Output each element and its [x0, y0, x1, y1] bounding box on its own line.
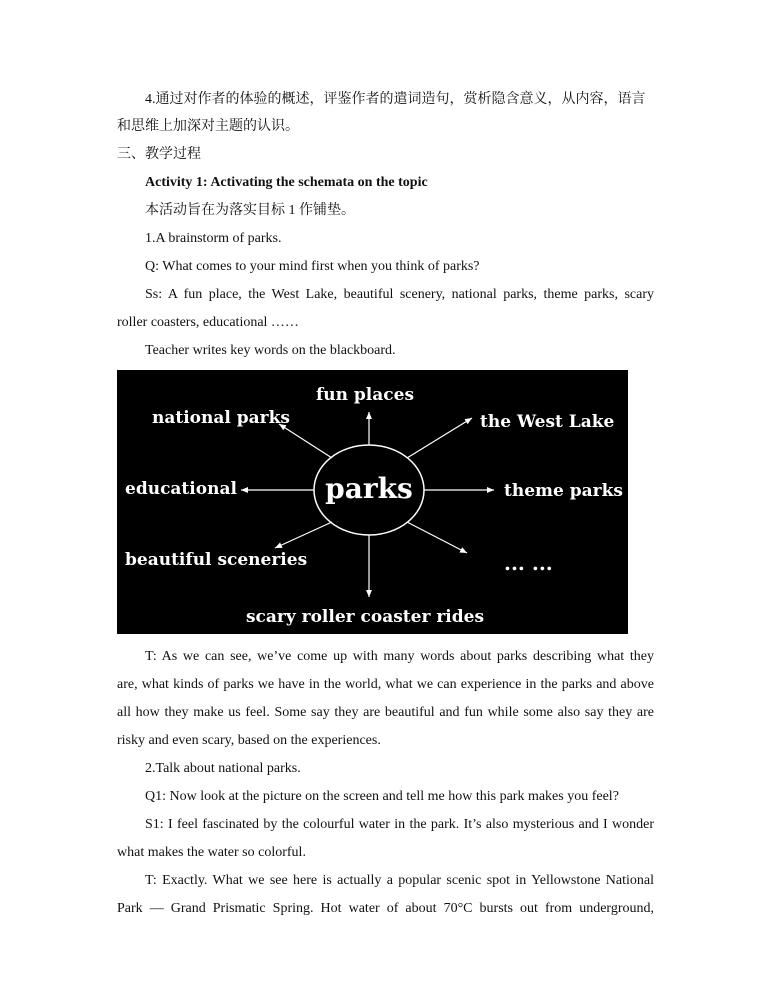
- teacher-comment-line-4: risky and even scary, based on the experiences.: [117, 733, 381, 748]
- section-heading: 三、教学过程: [117, 147, 201, 162]
- students-answer-line-1: Ss: A fun place, the West Lake, beautiful scenery, national parks, theme parks, scary: [145, 287, 654, 302]
- item-national-parks: 2.Talk about national parks.: [145, 761, 301, 776]
- arrow-west-lake: [407, 418, 472, 458]
- teacher-reply-line-1: T: Exactly. What we see here is actually a popular scenic spot in Yellowstone National: [145, 873, 654, 888]
- center-label: parks: [325, 472, 413, 505]
- teacher-comment-line-2: are, what kinds of parks we have in the world, what we can experience in the parks and above: [117, 677, 654, 692]
- teacher-comment-line-3: all how they make us feel. Some say they are beautiful and fun while some also say they are: [117, 705, 654, 720]
- teacher-comment-line-1: T: As we can see, we’ve come up with many words about parks describing what they: [145, 649, 654, 664]
- item-brainstorm: 1.A brainstorm of parks.: [145, 231, 282, 246]
- label-educational: educational: [125, 479, 237, 499]
- label-ellipsis: ... ...: [504, 551, 553, 575]
- paragraph-objective-4-line-1: 4.通过对作者的体验的概述，评鉴作者的遣词造句，赏析隐含意义，从内容，语言: [145, 92, 646, 107]
- activity-title: Activity 1: Activating the schemata on the topic: [145, 175, 428, 190]
- arrow-beautiful-sceneries: [275, 522, 332, 548]
- label-west-lake: the West Lake: [480, 412, 615, 432]
- label-fun-places: fun places: [315, 385, 415, 405]
- arrow-national-parks: [279, 424, 332, 458]
- teacher-reply-line-2: Park — Grand Prismatic Spring. Hot water of about 70°C bursts out from underground,: [117, 901, 654, 916]
- student-answer-line-2: what makes the water so colorful.: [117, 845, 306, 860]
- activity-goal: 本活动旨在为落实目标 1 作铺垫。: [145, 203, 355, 218]
- paragraph-objective-4-line-2: 和思维上加深对主题的认识。: [117, 119, 299, 134]
- arrow-ellipsis: [407, 522, 467, 553]
- teacher-writes: Teacher writes key words on the blackboard.: [145, 343, 396, 358]
- label-theme-parks: theme parks: [504, 481, 623, 501]
- label-beautiful-sceneries: beautiful sceneries: [125, 550, 308, 570]
- question-picture: Q1: Now look at the picture on the screen and tell me how this park makes you feel?: [145, 789, 619, 804]
- blackboard-mindmap: [117, 370, 628, 634]
- student-answer-line-1: S1: I feel fascinated by the colourful water in the park. It’s also mysterious and I wonder: [145, 817, 654, 832]
- label-national-parks: national parks: [152, 408, 290, 428]
- label-roller-coaster: scary roller coaster rides: [245, 607, 485, 627]
- mindmap-svg: [117, 370, 628, 634]
- question-parks: Q: What comes to your mind first when you think of parks?: [145, 259, 480, 274]
- students-answer-line-2: roller coasters, educational ……: [117, 315, 299, 330]
